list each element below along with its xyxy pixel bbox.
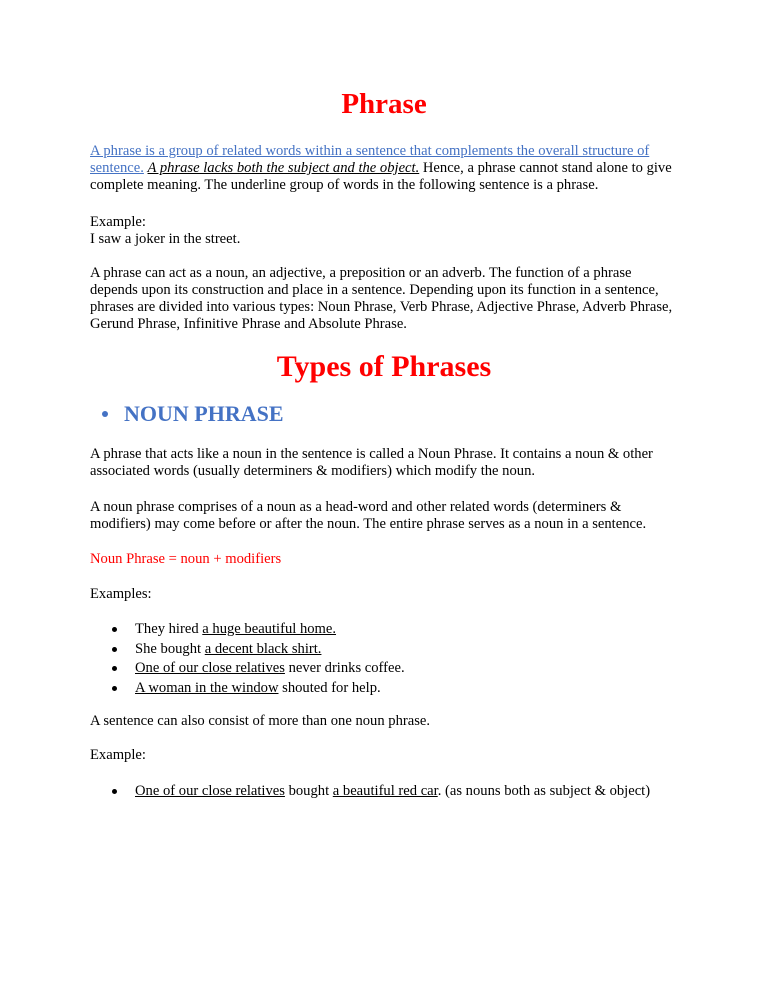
examples-list: [90, 620, 405, 698]
page-title: Phrase: [341, 88, 427, 120]
example-label-2: Example:: [90, 747, 146, 763]
examples-label: Examples:: [90, 586, 152, 602]
list-item: They hired a huge beautiful home.: [90, 620, 405, 640]
intro-rest: Hence, a phrase cannot stand alone to give complete meaning. The underline group of words in the following sentence is a phrase.: [90, 160, 672, 193]
heading-bullet-icon: [102, 411, 108, 417]
functions-paragraph: A phrase can act as a noun, an adjective, a preposition or an adverb. The function of a phrase depends upon its construction and place in a sentence. Depending upon its function in a sentence, phrases are divided into various types: Noun Phrase, Verb Phrase, Adjective Phrase, Adverb Phrase, Gerund Phrase, Infinitive Phrase and Absolute Phrase.: [90, 265, 673, 332]
list-item: One of our close relatives bought a beautiful red car. (as nouns both as subject & object): [90, 782, 650, 802]
intro-paragraph: [90, 143, 680, 194]
intro-link[interactable]: A phrase is a group of related words within a sentence that complements the overall structure of sentence.: [90, 143, 650, 176]
example-block: [90, 214, 680, 248]
example-label: Example:: [90, 214, 146, 230]
multi-example-list: [90, 782, 650, 802]
intro-emphasis: A phrase lacks both the subject and the object.: [147, 160, 420, 176]
noun-phrase-formula: Noun Phrase = noun + modifiers: [90, 551, 282, 567]
noun-phrase-heading: [90, 401, 284, 427]
list-item: She bought a decent black shirt.: [90, 640, 405, 660]
list-item: A woman in the window shouted for help.: [90, 679, 405, 699]
noun-phrase-composition: A noun phrase comprises of a noun as a head-word and other related words (determiners & modifiers) may come before or after the noun. The entire phrase serves as a noun in a sentence.: [90, 499, 647, 532]
example-sentence: I saw a joker in the street.: [90, 231, 241, 247]
types-title: Types of Phrases: [276, 350, 492, 383]
list-item: One of our close relatives never drinks coffee.: [90, 659, 405, 679]
multi-noun-note: A sentence can also consist of more than one noun phrase.: [90, 713, 431, 729]
noun-phrase-definition: A phrase that acts like a noun in the sentence is called a Noun Phrase. It contains a noun & other associated words (usually determiners & modifiers) which modify the noun.: [90, 446, 653, 479]
noun-phrase-heading-text: NOUN PHRASE: [124, 401, 284, 426]
